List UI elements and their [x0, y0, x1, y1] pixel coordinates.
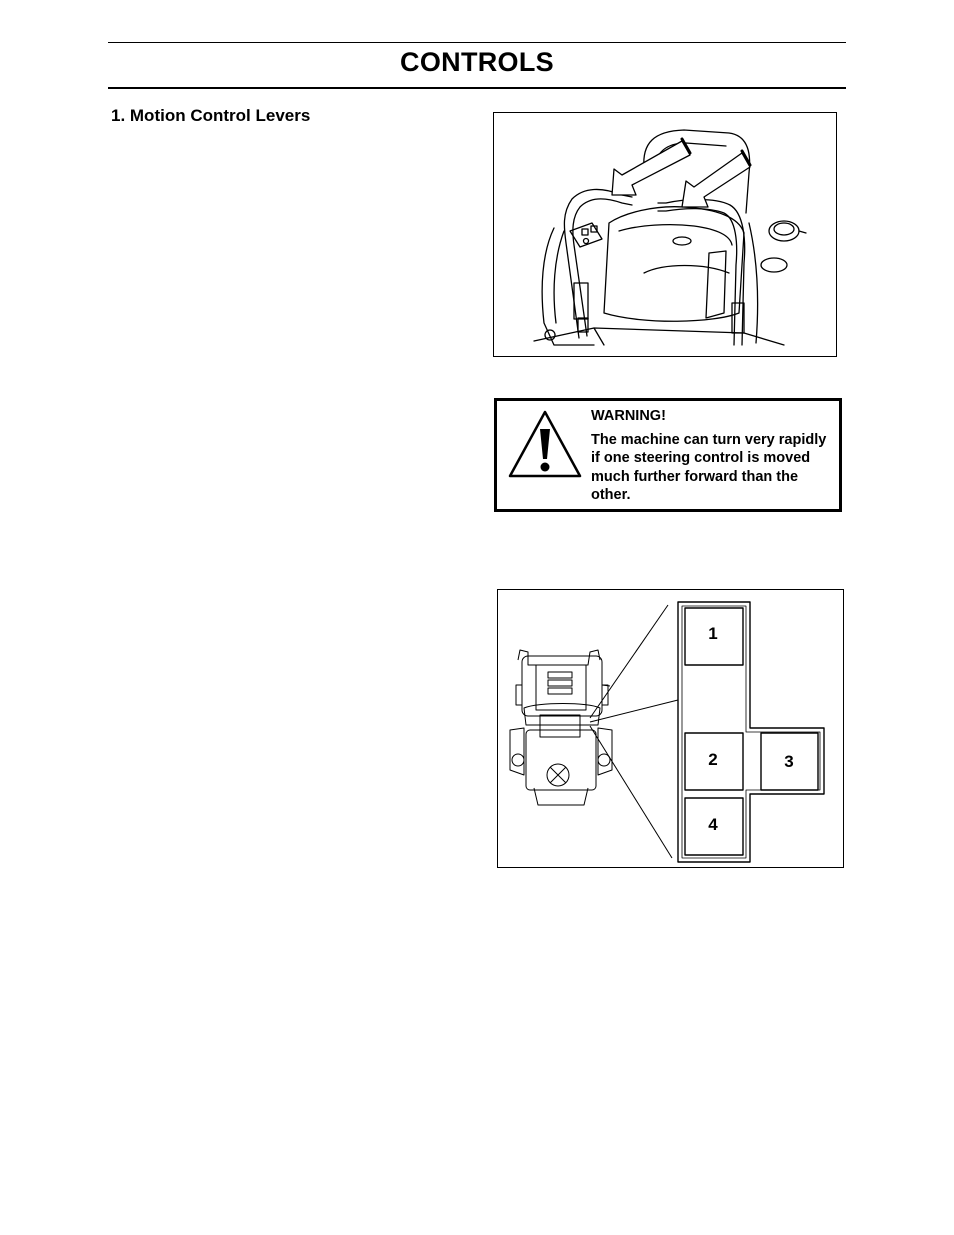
- panel-key-1: 1: [708, 624, 718, 643]
- warning-title: WARNING!: [591, 408, 666, 424]
- section-heading: 1. Motion Control Levers: [111, 106, 311, 125]
- panel-key-4: 4: [708, 815, 718, 834]
- warning-box: [494, 398, 842, 512]
- panel-key-2: 2: [708, 750, 718, 769]
- header-rule-bottom: [108, 87, 846, 89]
- warning-triangle-icon: [507, 409, 583, 479]
- mower-top-view-illustration: [498, 590, 844, 868]
- warning-text: [591, 407, 831, 505]
- warning-body: The machine can turn very rapidly if one steering control is moved much further forward than the other.: [591, 431, 827, 503]
- control-panel-figure: [497, 589, 844, 868]
- header-rule-top: [108, 42, 846, 43]
- mower-seat-illustration: [494, 113, 837, 357]
- panel-key-3: 3: [784, 752, 794, 771]
- page-title: CONTROLS: [400, 47, 554, 77]
- motion-control-levers-figure: [493, 112, 837, 357]
